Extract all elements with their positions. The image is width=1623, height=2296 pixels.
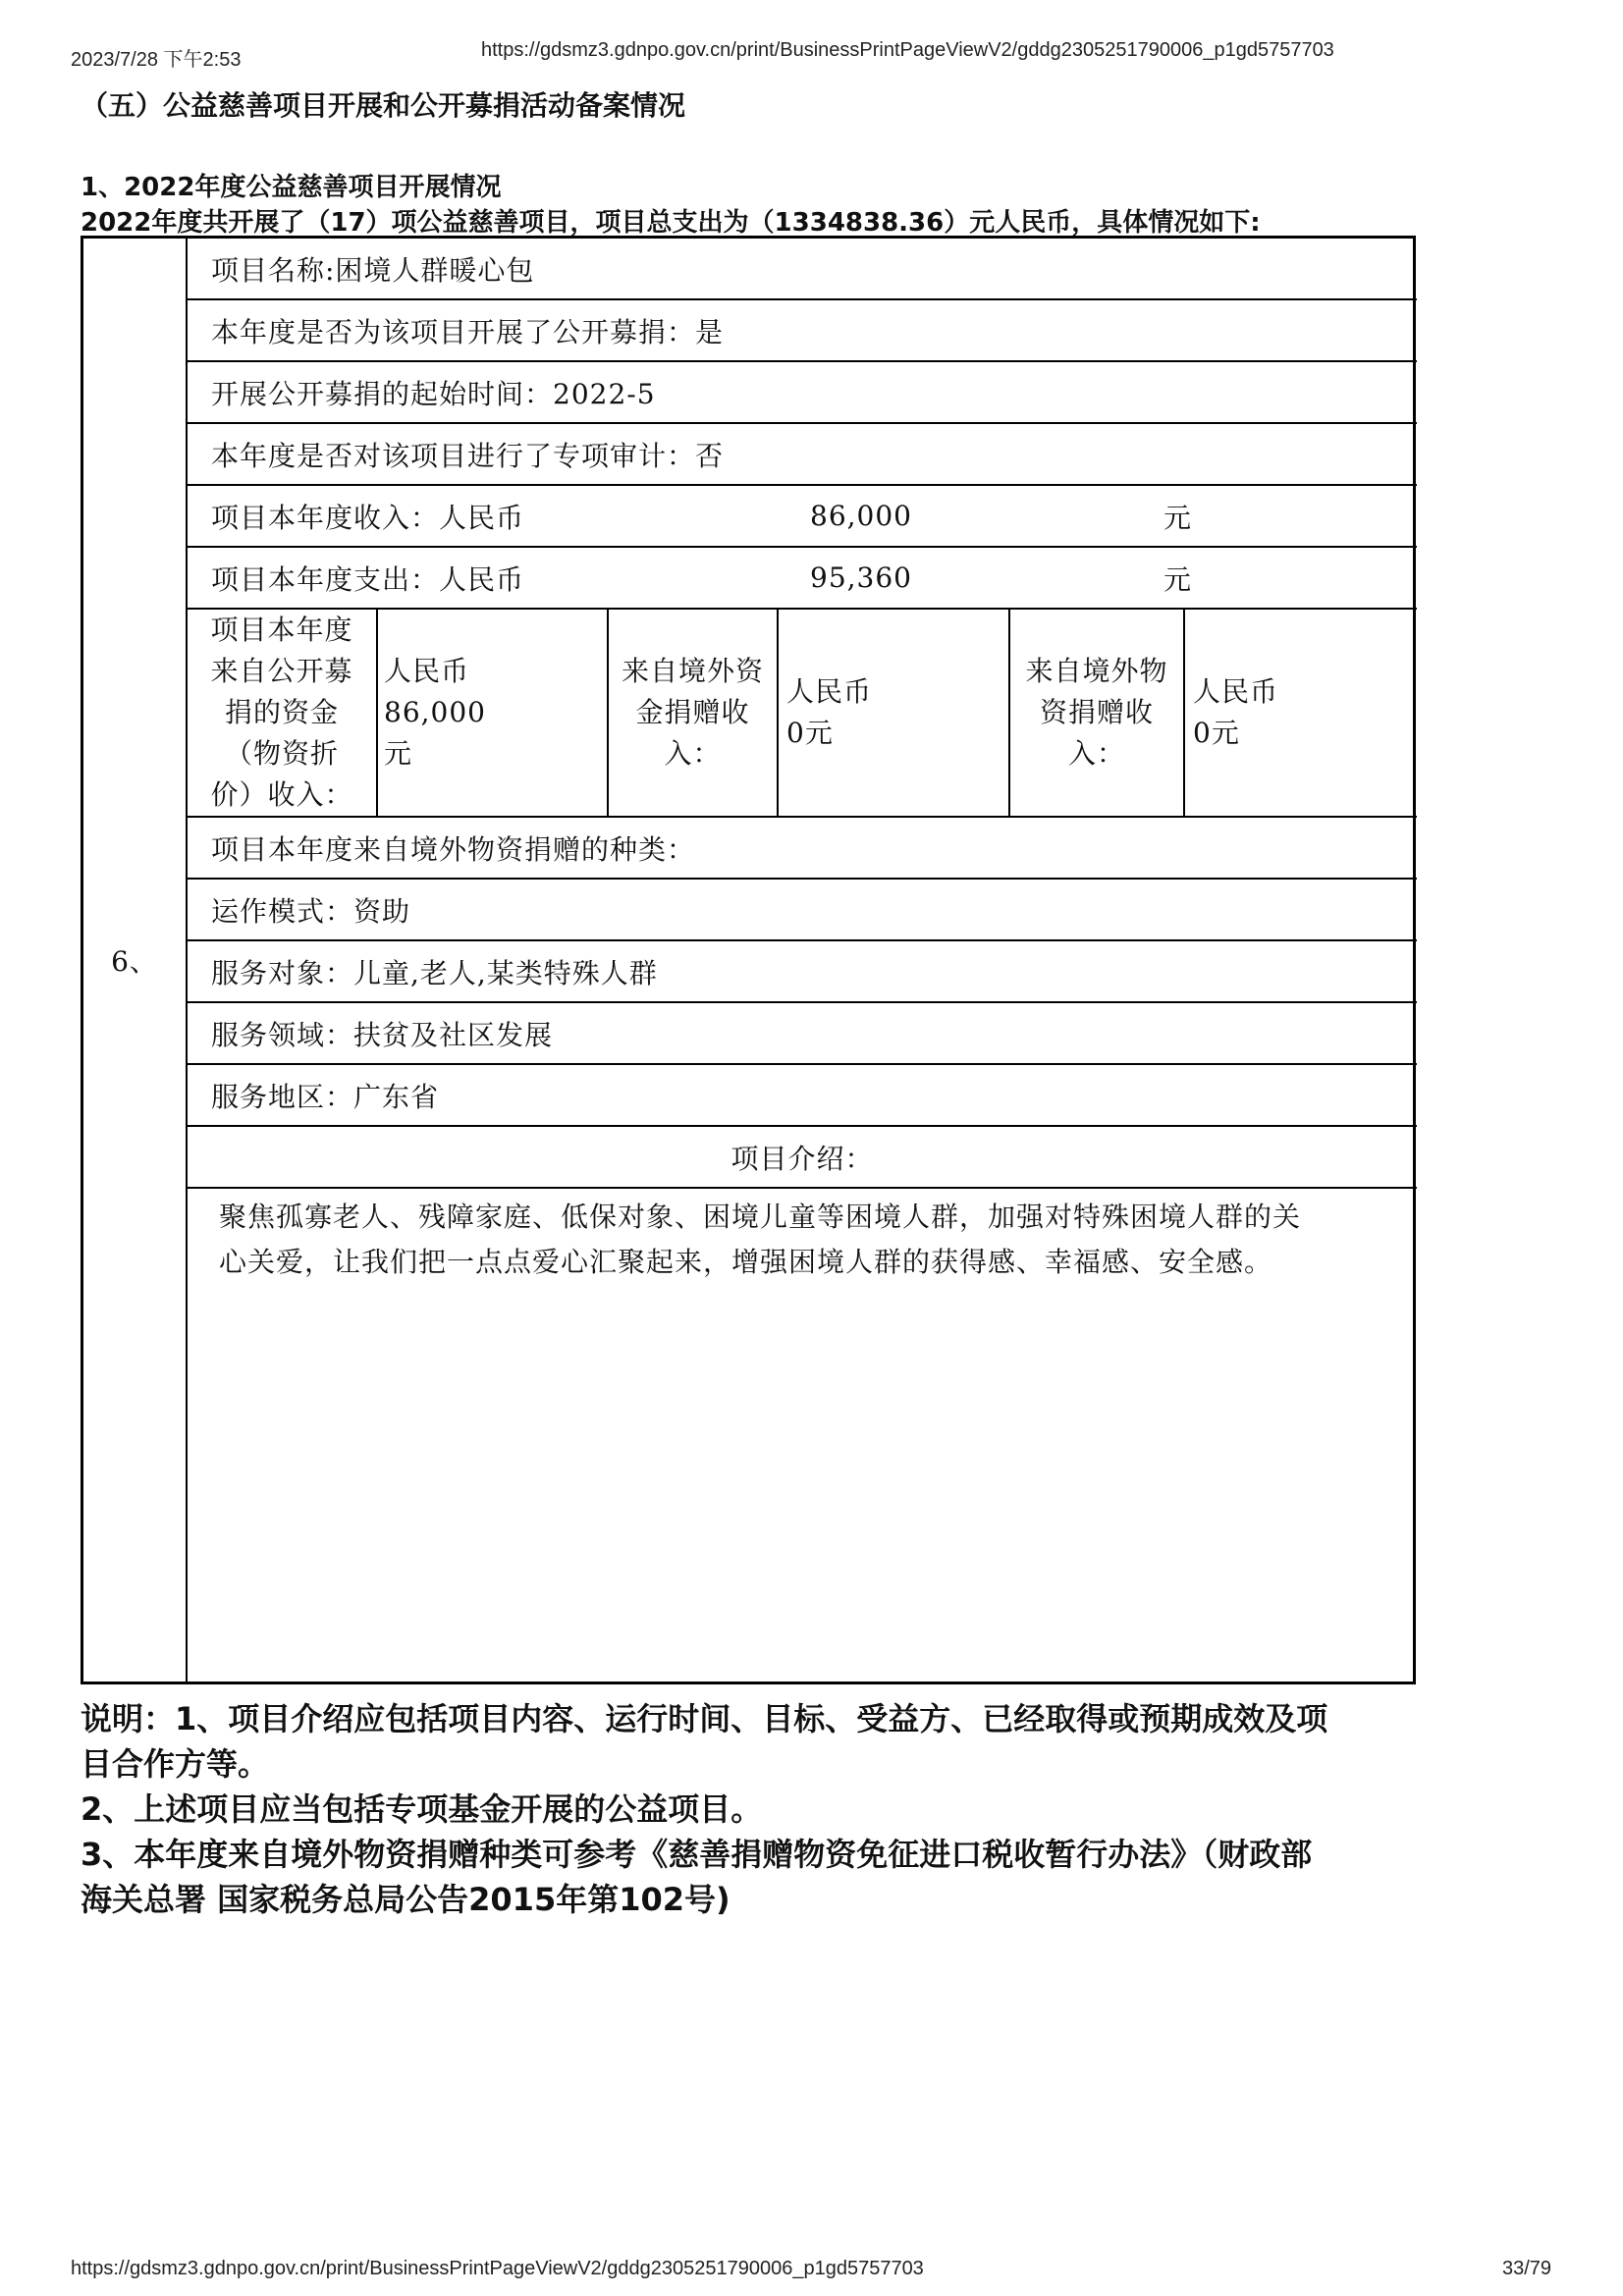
note-line: 海关总署 国家税务总局公告2015年第102号) bbox=[81, 1881, 730, 1918]
print-datetime: 2023/7/28 下午2:53 bbox=[71, 49, 242, 71]
project-index: 6、 bbox=[111, 945, 158, 978]
notes bbox=[81, 1696, 1455, 1922]
foreign-goods-label: 来自境外物 资捐赠收 入： bbox=[1025, 655, 1168, 770]
intro-label: 项目介绍： bbox=[730, 1142, 874, 1175]
foreign-goods-value: 人民币 0元 bbox=[1193, 675, 1279, 749]
service-field: 服务领域：扶贫及社区发展 bbox=[211, 1018, 554, 1051]
public-fundraising-flag: 本年度是否为该项目开展了公开募捐：是 bbox=[211, 315, 725, 348]
note-line: 2、上述项目应当包括专项基金开展的公益项目。 bbox=[81, 1790, 763, 1828]
expense-unit: 元 bbox=[1163, 562, 1193, 596]
section-title: （五）公益慈善项目开展和公开募捐活动备案情况 bbox=[81, 89, 686, 122]
note-line: 说明：1、项目介绍应包括项目内容、运行时间、目标、受益方、已经取得或预期成效及项 bbox=[81, 1700, 1328, 1737]
summary-line: 2022年度共开展了（17）项公益慈善项目，项目总支出为（1334838.36）元人民币，具体情况如下: bbox=[81, 208, 1261, 238]
foreign-goods-kind: 项目本年度来自境外物资捐赠的种类： bbox=[211, 832, 696, 866]
foreign-cash-value: 人民币 0元 bbox=[786, 675, 873, 749]
project-name: 项目名称:困境人群暖心包 bbox=[211, 253, 535, 287]
public-funds-value: 人民币 86,000 元 bbox=[384, 655, 486, 770]
project-intro: 聚焦孤寡老人、残障家庭、低保对象、困境儿童等困境人群，加强对特殊困境人群的关 心关爱，让我们把一点点爱心汇聚起来，增强困境人群的获得感、幸福感、安全感。 bbox=[219, 1201, 1302, 1278]
public-funds-label: 项目本年度 来自公开募 捐的资金 （物资折 价）收入： bbox=[210, 614, 353, 811]
expense-amount: 95,360 bbox=[810, 561, 912, 594]
service-target: 服务对象：儿童,老人,某类特殊人群 bbox=[211, 956, 658, 989]
special-audit-flag: 本年度是否对该项目进行了专项审计：否 bbox=[211, 439, 725, 472]
income-unit: 元 bbox=[1163, 501, 1193, 534]
operation-mode: 运作模式：资助 bbox=[211, 894, 411, 928]
income-amount: 86,000 bbox=[810, 500, 912, 532]
footer-url: https://gdsmz3.gdnpo.gov.cn/print/BusinessPrintPageViewV2/gddg2305251790006_p1gd5757703 bbox=[71, 2258, 924, 2279]
note-line: 3、本年度来自境外物资捐赠种类可参考《慈善捐赠物资免征进口税收暂行办法》（财政部 bbox=[81, 1836, 1313, 1873]
foreign-cash-label: 来自境外资 金捐赠收 入： bbox=[621, 655, 764, 770]
fundraising-start-time: 开展公开募捐的起始时间：2022-5 bbox=[211, 377, 656, 410]
page-number: 33/79 bbox=[1502, 2258, 1552, 2279]
expense-label: 项目本年度支出：人民币 bbox=[211, 562, 525, 596]
income-label: 项目本年度收入：人民币 bbox=[211, 501, 525, 534]
note-line: 目合作方等。 bbox=[81, 1745, 270, 1783]
project-table bbox=[81, 236, 1416, 1684]
print-url: https://gdsmz3.gdnpo.gov.cn/print/BusinessPrintPageViewV2/gddg2305251790006_p1gd5757703 bbox=[481, 39, 1334, 61]
subsection-title: 1、2022年度公益慈善项目开展情况 bbox=[81, 173, 502, 202]
service-region: 服务地区：广东省 bbox=[211, 1080, 440, 1113]
